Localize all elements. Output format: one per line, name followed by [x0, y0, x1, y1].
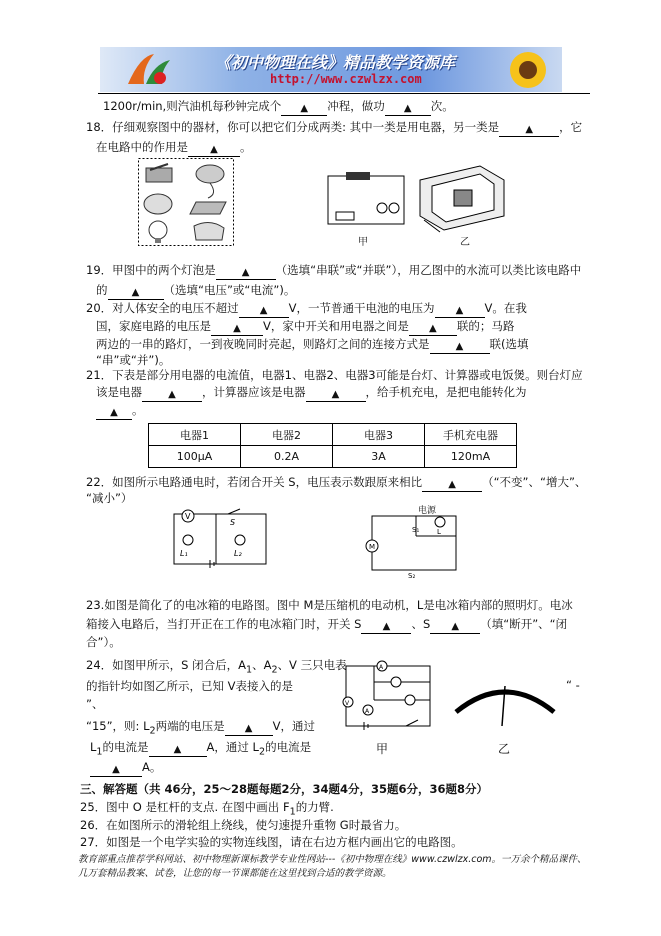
table-header-row [149, 424, 517, 446]
q21-line3: ▲ 。 [96, 402, 144, 420]
svg-text:A: A [379, 664, 384, 671]
table-cell: 0.2A [241, 446, 333, 468]
q18-line2: 在电路中的作用是 ▲ 。 [96, 140, 252, 155]
q21-line1: 21．下表是部分用电器的电流值，电器1、电器2、电器3可能是台灯、计算器或电饭煲。则台灯应 [86, 368, 583, 382]
svg-text:S₂: S₂ [408, 572, 416, 580]
q19-line2: 的 ▲ （选填“电压”或“电流”)。 [96, 283, 296, 298]
header-url[interactable]: http://www.czwlzx.com [270, 72, 422, 86]
fridge-circuit-figure [358, 500, 468, 584]
answer-blank[interactable]: ▲ [422, 479, 482, 492]
answer-blank[interactable]: ▲ [90, 764, 142, 777]
q23-line3: 合”）。 [86, 635, 121, 649]
svg-text:A: A [365, 708, 370, 715]
kettle-icon [194, 222, 224, 240]
equipment-figure [138, 158, 234, 246]
logo-icon [120, 50, 180, 90]
figure-label-jia: 甲 [358, 237, 368, 248]
bell-icon [144, 194, 172, 214]
answer-blank[interactable]: ▲ [239, 305, 289, 318]
svg-text:L₂: L₂ [234, 549, 242, 558]
table-cell: 120mA [425, 446, 517, 468]
svg-text:S: S [230, 518, 236, 527]
q19-line1: 19．甲图中的两个灯泡是 ▲ （选填“串联”或“并联”），用乙图中的水流可以类比该电路中 [86, 263, 582, 278]
q24-line4: $L_1$的电流是 ▲ A，通过 $L_2$的电流是 [90, 740, 312, 758]
header-title: 《初中物理在线》精品教学资源库 [215, 53, 456, 72]
q24-quote-mark: “ - [566, 678, 580, 692]
current-table [148, 423, 517, 468]
q22-circuit-figure [166, 508, 272, 570]
meter-dial-figure-yi [450, 672, 560, 728]
q20-line1: 20．对人体安全的电压不超过 ▲ V，一节普通干电池的电压为 ▲ V。在我 [86, 301, 527, 316]
answer-blank[interactable]: ▲ [225, 723, 273, 736]
power-label: 电源 [418, 506, 437, 516]
table-header-cell: 电器2 [241, 424, 333, 446]
q24-line3: “15”，则: $L_2$两端的电压是 ▲ V，通过 [86, 719, 315, 737]
answer-blank[interactable]: ▲ [188, 144, 240, 157]
q24-figure-label-jia: 甲 [376, 742, 389, 756]
bulb-icon [149, 221, 167, 243]
answer-blank[interactable]: ▲ [96, 407, 132, 420]
answer-blank[interactable]: ▲ [216, 267, 276, 280]
figure-label-yi: 乙 [460, 237, 470, 248]
answer-blank[interactable]: ▲ [142, 389, 202, 402]
answer-blank[interactable]: ▲ [149, 744, 207, 757]
q20-line4: “串”或“并”)。 [96, 353, 171, 367]
answer-blank[interactable]: ▲ [306, 389, 366, 402]
answer-blank[interactable]: ▲ [281, 103, 327, 116]
q17-line: 1200r/min,则汽油机每秒钟完成个 ▲ 冲程，做功 ▲ 次。 [103, 99, 454, 114]
q18-line1: 18．仔细观察图中的器材，你可以把它们分成两类: 其中一类是用电器，另一类是 ▲ ，它 [86, 120, 583, 135]
q23-line1: 23.如图是简化了的电冰箱的电路图。图中 M是压缩机的电动机，L是电冰箱内部的照明灯。电冰 [86, 598, 573, 612]
svg-text:V: V [185, 512, 191, 521]
svg-text:M: M [369, 543, 376, 551]
table-header-cell: 电器3 [333, 424, 425, 446]
q27-line: 27．如图是一个电学实验的实物连线图，请在右边方框内画出它的电路图。 [80, 835, 463, 849]
svg-text:V: V [345, 700, 350, 707]
answer-blank[interactable]: ▲ [499, 124, 559, 137]
switch-icon [146, 164, 172, 182]
sunflower-icon [498, 49, 558, 91]
header-banner [100, 47, 562, 92]
q22-line2: “减小”） [86, 491, 133, 505]
answer-blank[interactable]: ▲ [385, 103, 431, 116]
q23-line2: 箱接入电路后，当打开正在工作的电冰箱门时，开关 S ▲ 、S ▲ （填“断开”、“闭 [86, 617, 568, 632]
q20-line3: 两边的一串的路灯，一到夜晚同时亮起，则路灯之间的连接方式是 ▲ 联(选填 [96, 337, 529, 352]
svg-text:L: L [437, 528, 441, 536]
q24-line2: 的指针均如图乙所示，已知 V表接入的是 [86, 679, 294, 693]
circuit-figure-jia [322, 168, 410, 230]
answer-blank[interactable]: ▲ [361, 621, 411, 634]
svg-text:L₁: L₁ [180, 549, 188, 558]
table-cell: 3A [333, 446, 425, 468]
table-row [149, 446, 517, 468]
iron-icon [190, 202, 226, 214]
table-cell: 100μA [149, 446, 241, 468]
water-flow-figure-yi [410, 160, 510, 234]
q24-line5: ▲ A。 [90, 759, 161, 777]
table-header-cell: 电器1 [149, 424, 241, 446]
answer-blank[interactable]: ▲ [430, 341, 490, 354]
answer-blank[interactable]: ▲ [409, 323, 457, 336]
q20-line2: 国，家庭电路的电压是 ▲ V，家中开关和用电器之间是 ▲ 联的；马路 [96, 319, 515, 334]
header-rule [98, 93, 590, 94]
answer-blank[interactable]: ▲ [435, 305, 485, 318]
q24-figure-label-yi: 乙 [498, 742, 511, 756]
q25-line: 25．图中 O 是杠杆的支点. 在图中画出 $F_1$的力臂. [80, 800, 334, 818]
section-heading: 三、解答题（共 46分，25～28题每题2分，34题4分，35题6分，36题8分） [80, 782, 489, 796]
q26-line: 26．在如图所示的滑轮组上绕线，使匀速提升重物 G时最省力。 [80, 818, 407, 832]
answer-blank[interactable]: ▲ [211, 323, 263, 336]
q22-line1: 22．如图所示电路通电时，若闭合开关 S，电压表示数跟原来相比 ▲ （“不变”、“增大”、 [86, 475, 587, 490]
q24-quote-close: ”、 [86, 697, 104, 711]
q24-circuit-figure-jia [334, 660, 442, 736]
buzzer-icon [196, 165, 224, 198]
q24-line1: 24．如图甲所示，S 闭合后，$A_1$、$A_2$、V 三只电表 [86, 658, 347, 676]
page-footer: 教育部重点推荐学科网站、初中物理新课标教学专业性网站---《初中物理在线》www.czwlzx.com。一万余个精品课件、几万套精品教案、试卷，让您的每一节课都能在这里找到合适的教学资源。 [78, 854, 587, 879]
answer-blank[interactable]: ▲ [430, 621, 480, 634]
answer-blank[interactable]: ▲ [108, 287, 164, 300]
table-header-cell: 手机充电器 [425, 424, 517, 446]
svg-text:S₁: S₁ [412, 526, 420, 534]
q21-line2: 该是电器 ▲ ，计算器应该是电器 ▲ ，给手机充电，是把电能转化为 [96, 385, 527, 400]
